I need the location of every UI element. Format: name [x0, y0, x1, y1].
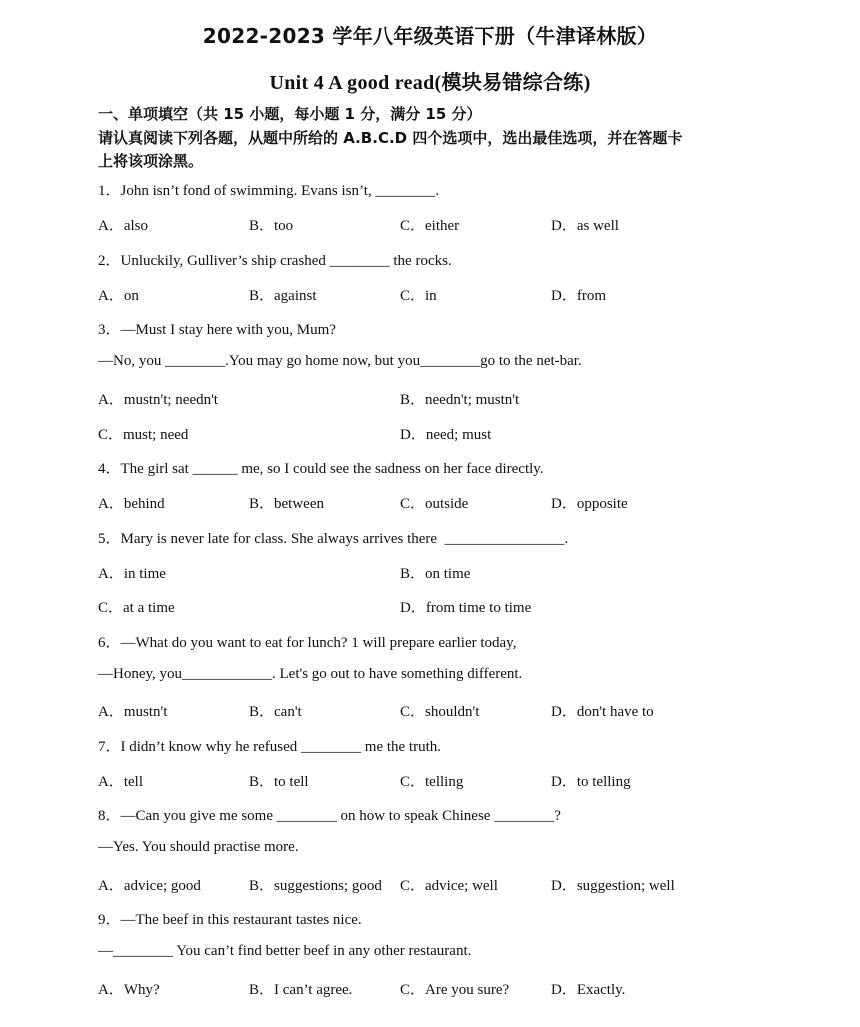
question-2-option-b: B．against: [249, 288, 317, 304]
document-subtitle: Unit 4 A good read(模块易错综合练): [269, 72, 591, 94]
question-2-option-a: A．on: [98, 288, 139, 304]
question-8-option-b: B．suggestions; good: [249, 878, 382, 894]
question-9-option-b: B．I can’t agree.: [249, 982, 353, 998]
question-4-option-d: D．opposite: [551, 496, 628, 512]
question-6-stem: 6．—What do you want to eat for lunch? 1 will prepare earlier today,: [98, 635, 517, 651]
question-3-option-d: D．need; must: [400, 427, 492, 443]
document-title: 2022-2023 学年八年级英语下册（牛津译林版）: [202, 24, 658, 48]
question-1-option-c: C．either: [400, 218, 460, 234]
question-1-option-d: D．as well: [551, 218, 619, 234]
question-3-stem: 3．—Must I stay here with you, Mum?: [98, 322, 336, 338]
question-5-text: 5．Mary is never late for class. She always arrives there: [98, 531, 438, 547]
question-2-option-d: D．from: [551, 288, 606, 304]
question-3-option-b: B．needn't; mustn't: [400, 392, 520, 408]
question-6-stem-line2: —Honey, you____________. Let's go out to have something different.: [98, 666, 523, 682]
question-5-stem: [98, 527, 568, 548]
question-4-option-a: A．behind: [98, 496, 165, 512]
question-8-option-a: A．advice; good: [98, 878, 201, 894]
question-8-stem: 8．—Can you give me some ________ on how to speak Chinese ________?: [98, 808, 561, 824]
question-3-option-c: C．must; need: [98, 427, 189, 443]
question-8-option-c: C．advice; well: [400, 878, 498, 894]
question-5-option-a: A．in time: [98, 566, 166, 582]
question-9-option-a: A．Why?: [98, 982, 160, 998]
question-1-option-b: B．too: [249, 218, 294, 234]
question-9-option-c: C．Are you sure?: [400, 982, 510, 998]
question-9-stem: 9．—The beef in this restaurant tastes nice.: [98, 912, 362, 928]
question-6-option-c: C．shouldn't: [400, 704, 480, 720]
question-2-option-c: C．in: [400, 288, 437, 304]
question-1-stem: 1．John isn’t fond of swimming. Evans isn’t, ________.: [98, 183, 440, 199]
question-8-option-d: D．suggestion; well: [551, 878, 675, 894]
question-7-option-d: D．to telling: [551, 774, 631, 790]
question-8-stem-line2: —Yes. You should practise more.: [98, 839, 299, 855]
question-9-option-d: D．Exactly.: [551, 982, 626, 998]
section-instruction-line1: 请认真阅读下列各题，从题中所给的 A.B.C.D 四个选项中，选出最佳选项，并在答题卡: [98, 129, 683, 147]
question-5-blank: ________________.: [444, 531, 569, 547]
section-heading: 一、单项填空（共 15 小题，每小题 1 分，满分 15 分）: [98, 105, 482, 123]
question-4-option-b: B．between: [249, 496, 324, 512]
question-7-stem: 7．I didn’t know why he refused ________ me the truth.: [98, 739, 442, 755]
question-7-option-c: C．telling: [400, 774, 464, 790]
section-instruction-line2: 上将该项涂黑。: [98, 152, 204, 170]
question-3-option-a: A．mustn't; needn't: [98, 392, 218, 408]
question-5-option-b: B．on time: [400, 566, 471, 582]
question-2-stem: 2．Unluckily, Gulliver’s ship crashed ________ the rocks.: [98, 253, 452, 269]
question-6-option-a: A．mustn't: [98, 704, 168, 720]
question-7-option-b: B．to tell: [249, 774, 309, 790]
question-6-option-b: B．can't: [249, 704, 302, 720]
question-7-option-a: A．tell: [98, 774, 143, 790]
question-4-stem: 4．The girl sat ______ me, so I could see the sadness on her face directly.: [98, 461, 544, 477]
question-5-option-d: D．from time to time: [400, 600, 532, 616]
question-4-option-c: C．outside: [400, 496, 469, 512]
question-3-stem-line2: —No, you ________.You may go home now, but you________go to the net-bar.: [98, 353, 582, 369]
question-6-option-d: D．don't have to: [551, 704, 654, 720]
question-9-stem-line2: —________ You can’t find better beef in any other restaurant.: [98, 943, 472, 959]
question-1-option-a: A．also: [98, 218, 148, 234]
question-5-option-c: C．at a time: [98, 600, 175, 616]
